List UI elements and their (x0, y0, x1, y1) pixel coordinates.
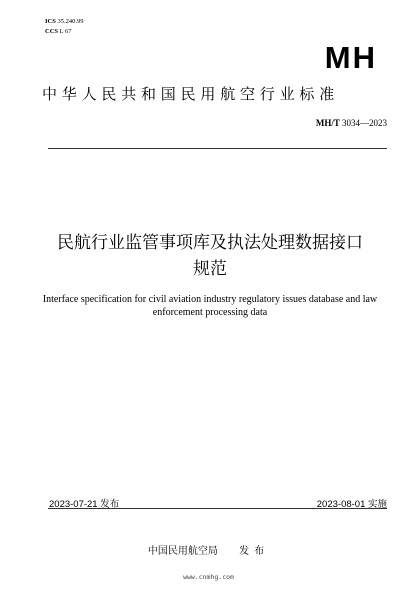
classification-codes (45, 17, 83, 37)
implementation-date: 2023-08-01 实施 (316, 499, 387, 510)
publisher-name: 中国民用航空局 (147, 546, 218, 557)
chinese-title-line-1: 民航行业监管事项库及执法处理数据接口 (57, 233, 363, 253)
top-divider (48, 148, 387, 149)
chinese-title-line-2: 规范 (193, 259, 227, 279)
standard-code: 3034—2023 (342, 118, 387, 128)
english-title-line-1: Interface specification for civil aviation industry regulatory issues database and law (42, 294, 378, 305)
website-watermark: www.cnmhg.com (183, 573, 234, 581)
ics-label: ICS (45, 18, 56, 25)
ccs-code (45, 27, 83, 37)
publisher-line (0, 542, 417, 557)
publish-action: 发布 (239, 546, 270, 557)
issue-date: 2023-07-21 发布 (49, 499, 120, 510)
standard-prefix: MH/T (315, 118, 340, 128)
standard-category-title: 中华人民共和国民用航空行业标准 (42, 85, 340, 103)
ccs-value: L 67 (59, 28, 72, 35)
ccs-label: CCS (45, 28, 59, 35)
ics-code (45, 17, 83, 27)
chinese-title (40, 230, 380, 282)
standard-number (316, 118, 387, 128)
english-title (30, 293, 390, 319)
ics-value: 35.240.99 (57, 18, 84, 25)
bottom-divider (48, 508, 387, 509)
english-title-line-2: enforcement processing data (152, 307, 268, 318)
mh-logo: MH (324, 40, 377, 75)
